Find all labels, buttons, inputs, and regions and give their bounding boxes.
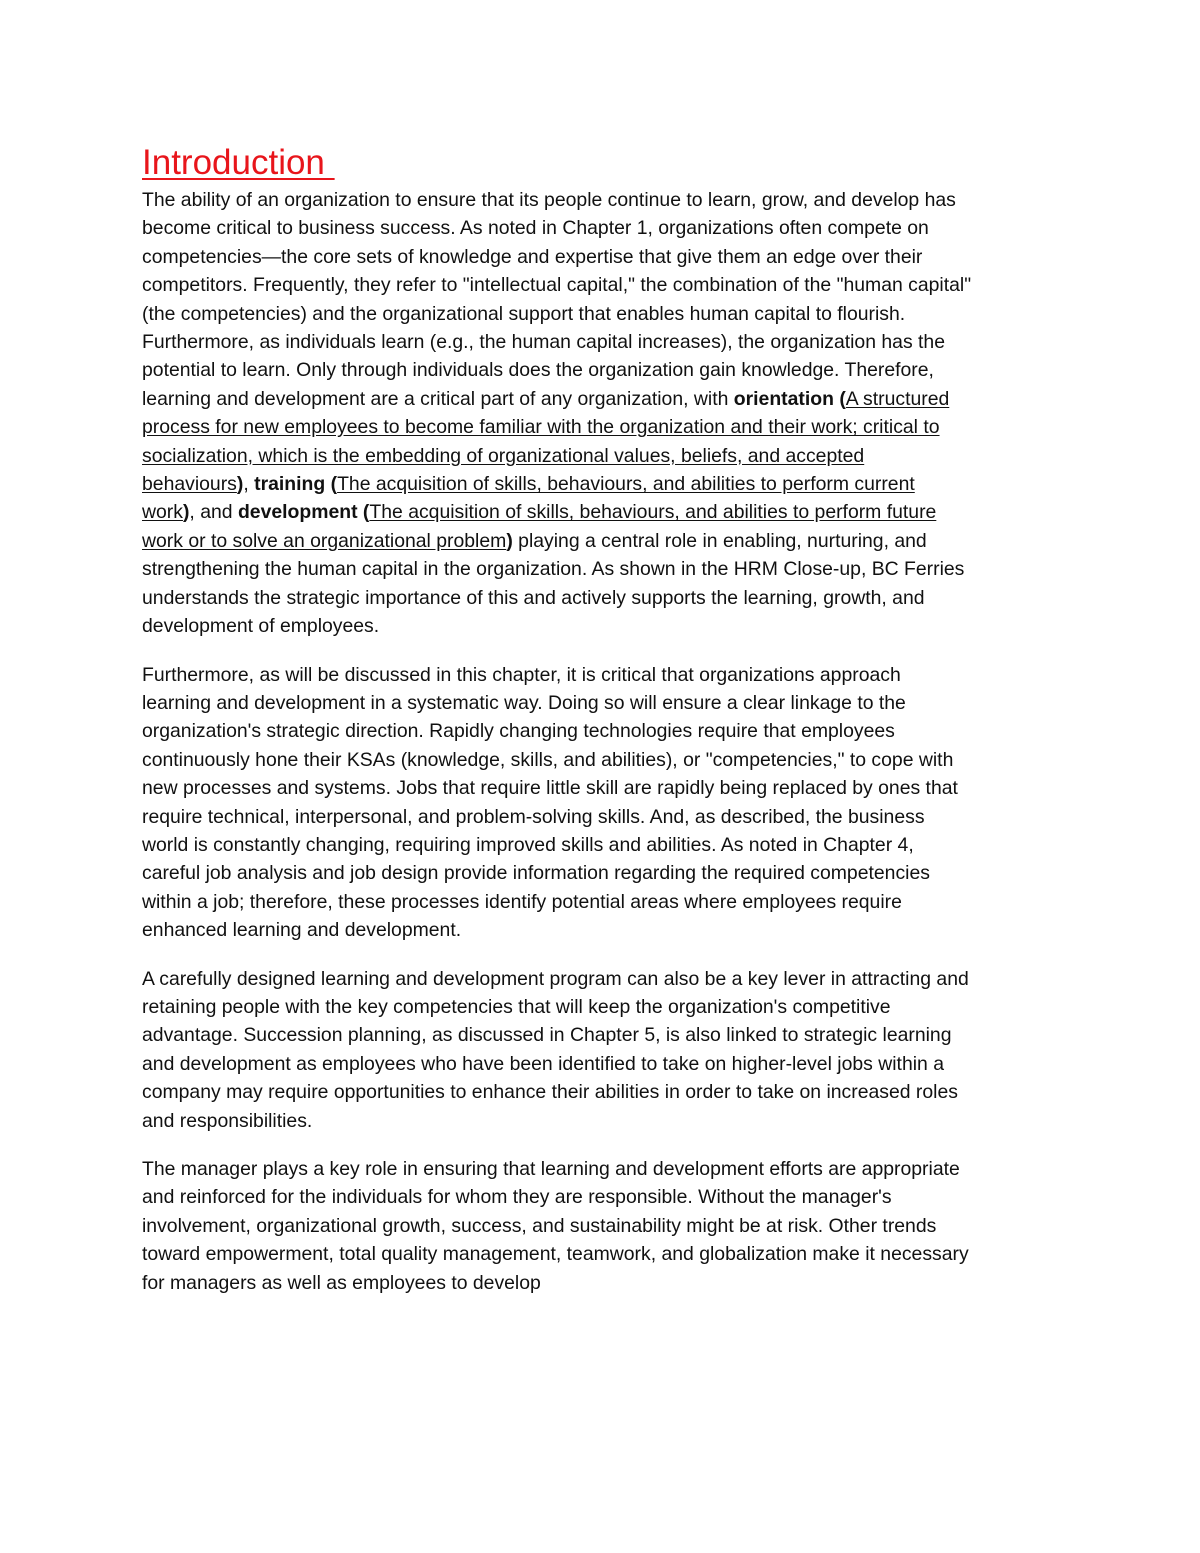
definition-development: The acquisition of skills, behaviours, and abilities to perform future work or to solve an organizational problem (142, 501, 937, 552)
paragraph-3: A carefully designed learning and development program can also be a key lever in attracting and retaining people with the key competencies that will keep the organization's competitive advantage. Succession planning, as discussed in Chapter 5, is also linked to strategic learning and development as employees who have been identified to take on higher-level jobs within a company may require opportunities to enhance their abilities in order to take on increased roles and responsibilities. (142, 967, 969, 1132)
paragraph-1 (142, 186, 972, 641)
term-development: development ( (237, 501, 370, 524)
term-orientation: orientation ( (733, 387, 846, 410)
close-paren-training: ) (182, 501, 190, 524)
paragraph-4: The manager plays a key role in ensuring that learning and development efforts are appropriate and reinforced for the individuals for whom they are responsible. Without the manager's involvement, organizational growth, success, and sustainability might be at risk. Other trends toward empowerment, total quality management, teamwork, and globalization make it necessary for managers as well as employees to develop (142, 1158, 969, 1294)
separator-2: , and (189, 501, 238, 524)
paragraph-1-outro: playing a central role in enabling, nurturing, and strengthening the human capital in the organization. As shown in the HRM Close-up, BC Ferries understands the strategic importance of this and actively supports the learning, growth, and development of employees. (142, 529, 965, 638)
close-paren-development: ) (506, 529, 513, 552)
term-training: training ( (254, 473, 338, 496)
close-paren-orientation: ) (236, 473, 244, 496)
definition-training: The acquisition of skills, behaviours, and abilities to perform current work (142, 473, 915, 524)
separator-1: , (243, 473, 255, 496)
paragraph-1-intro: The ability of an organization to ensure that its people continue to learn, grow, and develop has become critical to business success. As noted in Chapter 1, organizations often compete on competencies—the core sets of knowledge and expertise that give them an edge over their competitors. Frequently, they refer to "intellectual capital," the combination of the "human capital" (the competencies) and the organizational support that enables human capital to flourish. Furthermore, as individuals learn (e.g., the human capital increases), the organization has the potential to learn. Only through individuals does the organization gain knowledge. Therefore, learning and development are a critical part of any organization, with (142, 189, 972, 410)
definition-orientation: A structured process for new employees to become familiar with the organization and their work; critical to socialization, which is the embedding of organizational values, beliefs, and accepted behaviours (142, 387, 950, 496)
paragraph-2: Furthermore, as will be discussed in this chapter, it is critical that organizations approach learning and development in a systematic way. Doing so will ensure a clear linkage to the organization's strategic direction. Rapidly changing technologies require that employees continuously hone their KSAs (knowledge, skills, and abilities), or "competencies," to cope with new processes and systems. Jobs that require little skill are rapidly being replaced by ones that require technical, interpersonal, and problem-solving skills. And, as described, the business world is constantly changing, requiring improved skills and abilities. As noted in Chapter 4, careful job analysis and job design provide information regarding the required competencies within a job; therefore, these processes identify potential areas where employees require enhanced learning and development. (142, 663, 958, 942)
document-page (142, 140, 972, 1317)
section-heading: Introduction (142, 143, 335, 182)
